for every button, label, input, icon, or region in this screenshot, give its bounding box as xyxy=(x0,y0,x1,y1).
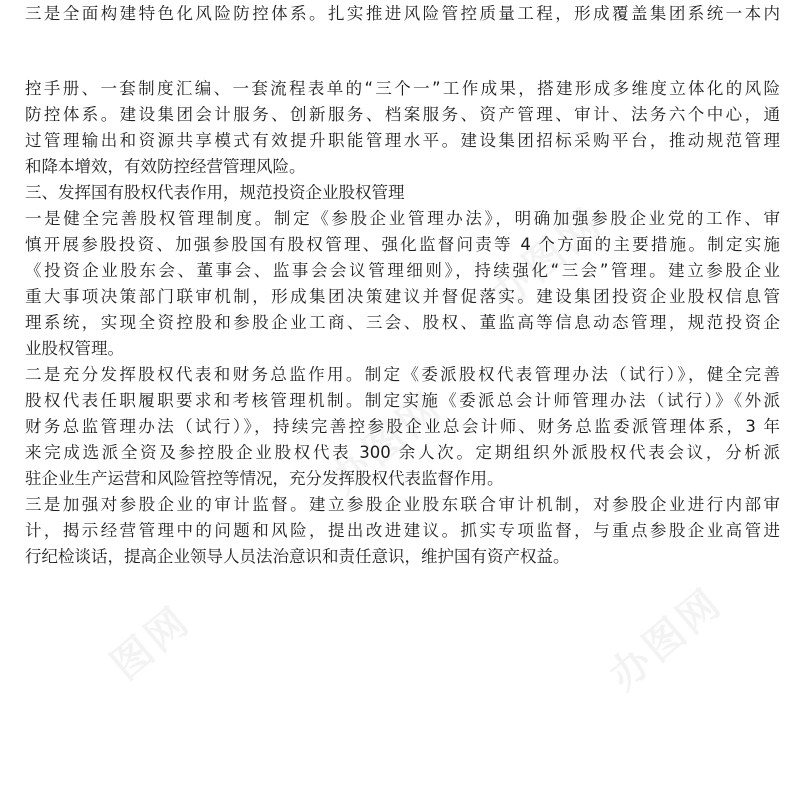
paragraph-line: 二是充分发挥股权代表和财务总监作用。制定《委派股权代表管理办法（试行）》，健全完善 xyxy=(25,365,780,384)
paragraph-line: 控手册、一套制度汇编、一套流程表单的“三个一”工作成果，搭建形成多维度立体化的风险 xyxy=(25,79,780,98)
paragraph-line: 一是健全完善股权管理制度。制定《参股企业管理办法》，明确加强参股企业党的工作、审 xyxy=(25,209,780,228)
paragraph-line: 三是全面构建特色化风险防控体系。扎实推进风险管控质量工程，形成覆盖集团系统一本内 xyxy=(25,4,780,23)
paragraph-line: 行纪检谈话，提高企业领导人员法治意识和责任意识，维护国有资产权益。 xyxy=(25,547,570,566)
watermark-logo: 办图网 xyxy=(320,383,452,504)
paragraph-line: 《投资企业股东会、董事会、监事会会议管理细则》，持续强化“三会”管理。建立参股企业 xyxy=(25,261,780,280)
paragraph-line: 理系统，实现全资控股和参股企业工商、三会、股权、董监高等信息动态管理，规范投资企 xyxy=(25,313,780,332)
paragraph-line: 防控体系。建设集团会计服务、创新服务、档案服务、资产管理、审计、法务六个中心，通 xyxy=(25,105,780,124)
paragraph-line: 股权代表任职履职要求和考核管理机制。制定实施《委派总会计师管理办法（试行）》《外派 xyxy=(25,391,780,410)
paragraph-line: 慎开展参股投资、加强参股国有股权管理、强化监督问责等 4 个方面的主要措施。制定实施 xyxy=(25,235,780,254)
paragraph-line: 过管理输出和资源共享模式有效提升职能管理水平。建设集团招标采购平台，推动规范管理 xyxy=(25,131,780,150)
watermark-logo: 办图网 xyxy=(480,199,612,320)
paragraph-line: 计，揭示经营管理中的问题和风险，提出改进建议。抓实专项监督，与重点参股企业高管进 xyxy=(25,521,780,540)
paragraph-line: 三是加强对参股企业的审计监督。建立参股企业股东联合审计机制，对参股企业进行内部审 xyxy=(25,495,780,514)
paragraph-line: 业股权管理。 xyxy=(25,339,124,358)
paragraph-line: 财务总监管理办法（试行）》，持续完善控参股企业总会计师、财务总监委派管理体系，3 年 xyxy=(25,417,780,436)
paragraph-line: 重大事项决策部门联审机制，形成集团决策建议并督促落实。建设集团投资企业股权信息管 xyxy=(25,287,780,306)
section-heading: 三、发挥国有股权代表作用，规范投资企业股权管理 xyxy=(25,183,405,202)
paragraph-line: 和降本增效，有效防控经营管理风险。 xyxy=(25,157,306,176)
paragraph-line: 驻企业生产运营和风险管控等情况，充分发挥股权代表监督作用。 xyxy=(25,469,504,488)
watermark-logo: 图网 xyxy=(102,597,200,690)
watermark-logo: 办图网 xyxy=(600,579,732,700)
paragraph-line: 来完成选派全资及参控股企业股权代表 300 余人次。定期组织外派股权代表会议，分析派 xyxy=(25,443,780,462)
